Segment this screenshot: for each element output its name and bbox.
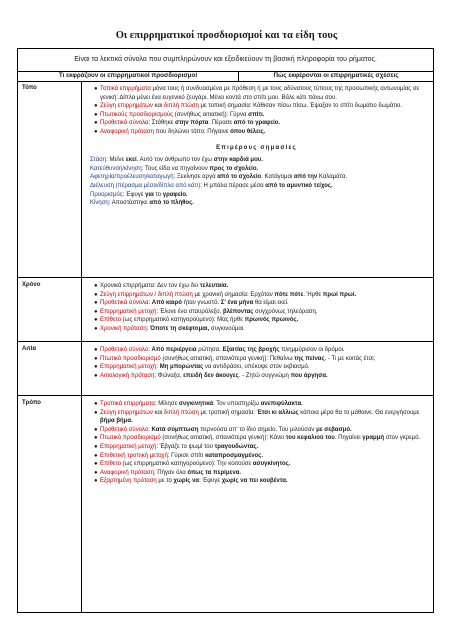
item-example: από την	[293, 174, 318, 181]
list-item	[84, 308, 429, 317]
item-content	[100, 372, 429, 381]
item-text: με το	[156, 478, 174, 485]
item-text: ρώτησα.	[196, 347, 223, 353]
bullet-icon: ●	[94, 308, 98, 315]
item-content	[100, 102, 429, 111]
item-text: : Μίλησε	[154, 401, 179, 407]
item-example: σπίτι.	[248, 111, 265, 118]
item-text: . - Ζητώ συγγνώμη	[238, 372, 291, 379]
item-example: όπου θέλεις.	[230, 128, 266, 135]
item-keyword: Διέλευση (πέρασμα μέσα/δίπλα από κάτι)	[90, 182, 201, 189]
item-keyword: Χρονική πρόταση	[100, 325, 147, 332]
item-content	[100, 299, 429, 308]
item-text: : Έλυνε ένα σταυρόλεξο,	[156, 308, 223, 315]
item-keyword: Επίθετο	[100, 461, 122, 468]
item-text: : Αποστάστηκε	[108, 200, 150, 207]
item-content	[100, 469, 429, 478]
list-item	[84, 119, 429, 128]
item-example: Εξαιτίας της βροχής	[222, 347, 280, 353]
item-text: . - Τι με κοιτάς έτσι;	[324, 355, 376, 362]
item-keyword: Προθετικό σύνολο	[100, 347, 149, 353]
item-example: Έτσι κι αλλιώς	[256, 409, 299, 416]
item-text: . Αυτό τον άνθρωπο τον έχω	[136, 157, 214, 164]
intro-text: Είναι τα λεκτικά σύνολα που συμπληρώνουν και εξειδικεύουν τη βασική πληροφορία του ρήματος.	[18, 49, 433, 72]
item-text: : Φώναξα,	[154, 372, 184, 379]
item-example: Όποτε τη σκέφτομαι,	[150, 325, 210, 332]
item-text: με τροπική σημασία:	[198, 409, 257, 416]
item-keyword: Επιρρηματική μετοχή	[100, 364, 157, 371]
header-right: Πώς εκφέρονται οι επιρρηματικές σχέσεις	[239, 71, 433, 82]
item-text: : Η μπάλα πέρασε μέσα	[200, 182, 266, 189]
bullet-icon: ●	[94, 128, 98, 135]
page-title: Οι επιρρηματικοί προσδιορισμοί και τα είδη τους	[115, 30, 338, 41]
detail-item	[90, 165, 429, 174]
list-item	[84, 434, 429, 443]
bullet-icon: ●	[94, 86, 98, 92]
list-item	[84, 372, 429, 381]
item-example: τελευταία.	[199, 283, 229, 289]
bullet-icon: ●	[94, 452, 98, 459]
item-keyword: Στάση	[90, 157, 107, 164]
item-keyword: Πτωτικό προσδιορισμό	[100, 435, 161, 442]
item-text: να αντιδράσει, υπέκυψε στον εκβιασμό.	[203, 364, 310, 371]
list-item	[84, 291, 429, 300]
item-content	[100, 308, 429, 317]
item-content	[100, 426, 429, 435]
item-keyword: Αναφορική πρόταση	[100, 128, 154, 135]
list-item	[84, 355, 429, 364]
item-keyword: διπλή πτώση	[163, 103, 199, 110]
item-text: συγκινούμαι.	[209, 325, 245, 332]
item-keyword: Τροπικά επιρρήματα	[100, 401, 155, 407]
item-example: που άργησα.	[290, 372, 328, 379]
item-text: . Πηγαίνει	[334, 435, 363, 442]
item-text: θα είμαι εκεί.	[253, 300, 289, 307]
item-text: . Κατάγομαι	[261, 174, 294, 181]
list-item	[84, 443, 429, 452]
row-label-aitia: Αιτία	[22, 346, 37, 352]
item-example: Από περιέργεια	[151, 347, 197, 353]
item-text: ήταν γνωστό.	[181, 300, 221, 307]
item-keyword: Επιρρηματική μετοχή	[100, 308, 157, 315]
bullet-icon: ●	[94, 283, 98, 289]
detail-item	[90, 191, 429, 200]
bullet-icon: ●	[94, 111, 98, 118]
row-aitia	[84, 346, 429, 380]
item-example: από το σχολείο	[217, 174, 262, 181]
content-table	[17, 48, 434, 613]
item-example: βλέποντας	[222, 308, 254, 315]
item-example: στην πόρτα	[174, 120, 209, 127]
item-text: περνούσα απ' το ίδιο σημείο. Του μιλούσαν	[198, 426, 317, 433]
item-example: από το αμυντικό τείχος.	[265, 182, 333, 189]
list-item	[84, 299, 429, 308]
item-text: : Έφυγε	[199, 478, 222, 485]
bullet-icon: ●	[94, 300, 98, 307]
list-item	[84, 409, 429, 426]
item-keyword: Προορισμός	[90, 191, 123, 198]
detail-item	[90, 156, 429, 165]
item-content	[100, 460, 429, 469]
item-keyword: Προθετικά σύνολα	[100, 120, 149, 127]
item-example: εκεί	[125, 157, 137, 164]
bullet-icon: ●	[94, 325, 98, 332]
item-content	[100, 400, 429, 409]
item-example: προς το σχολείο.	[209, 165, 259, 172]
item-example: για	[145, 191, 154, 198]
item-text: στον γκρεμό.	[384, 435, 421, 442]
bullet-icon: ●	[94, 347, 98, 353]
item-text: πλημμύρισαν οι δρόμοι.	[279, 347, 345, 353]
bullet-icon: ●	[94, 409, 98, 416]
item-text: : Μείνε	[106, 157, 126, 164]
item-content	[100, 477, 429, 486]
item-text: : Τους είδα να πηγαίνουν	[141, 165, 210, 172]
item-text: το	[153, 191, 163, 198]
detail-item	[90, 199, 429, 208]
list-item	[84, 452, 429, 461]
item-example: Κατά σύμπτωση	[151, 426, 199, 433]
item-text: και	[152, 103, 164, 110]
item-keyword: Κατεύθυνση/κίνηση	[90, 165, 142, 172]
detail-item	[90, 182, 429, 191]
item-example: ανεπιφύλακτα.	[260, 401, 303, 407]
item-example: πότε πότε	[274, 291, 304, 298]
list-item	[84, 400, 429, 409]
item-text: Καλαμάτα.	[317, 174, 348, 181]
item-example: με σεβασμό.	[316, 426, 352, 433]
item-text: . Ήρθε	[303, 291, 323, 298]
bullet-icon: ●	[94, 426, 98, 433]
item-keyword: Τοπικά επιρρήματα	[100, 86, 151, 92]
item-content	[100, 291, 429, 300]
item-keyword: Ζεύγη επιρρημάτων / διπλή πτώση	[100, 291, 193, 298]
item-keyword: Ζεύγη επιρρημάτων	[100, 409, 153, 416]
item-example: καταπροσμαγμένος.	[205, 452, 264, 459]
item-example: τραγουδώντας.	[214, 443, 259, 450]
bullet-icon: ●	[94, 120, 98, 127]
list-item	[84, 316, 429, 325]
column-divider	[81, 82, 82, 613]
list-item	[84, 346, 429, 355]
item-keyword: Προθετικά σύνολα	[100, 300, 149, 307]
item-example: ασυγκίνητος.	[252, 461, 291, 468]
header-left: Τι εκφράζουν οι επιρρηματικοί προσδιορισμοί	[18, 71, 239, 82]
item-keyword: Κίνηση	[90, 200, 109, 207]
bullet-icon: ●	[94, 443, 98, 450]
item-text: (ως επιρρηματικό κατηγορούμενο): Την κοιτούσε	[121, 461, 253, 468]
bullet-icon: ●	[94, 469, 98, 476]
item-text: :	[148, 347, 152, 353]
bullet-icon: ●	[94, 103, 98, 110]
item-text: : Γύρισε σπίτι	[167, 452, 206, 459]
item-keyword: Εξαρτημένη πρόταση	[100, 478, 157, 485]
item-text: . Τον υποστηρίζω	[213, 401, 261, 407]
item-keyword: Αναφορική πρόταση	[100, 469, 154, 476]
item-example: πρωινός πρωινός.	[244, 317, 299, 324]
item-content	[100, 434, 429, 443]
list-item	[84, 325, 429, 334]
item-text: : Πήγαν όλα	[153, 469, 188, 476]
item-example: από το πλήθος.	[149, 200, 194, 207]
item-text: : Έβγαζε το ψωμί του	[156, 443, 215, 450]
item-text: :	[146, 325, 151, 332]
item-example: βήμα βήμα.	[100, 418, 133, 425]
details-heading: Επιμέρους σημασίες	[216, 144, 297, 151]
item-content	[100, 363, 429, 372]
item-content	[100, 355, 429, 364]
item-text: που δηλώνει τόπο: Πήγαινε	[153, 128, 231, 135]
bullet-icon: ●	[94, 401, 98, 407]
item-text: (συνήθως αιτιατική, σπανιότερα γενική): Πεθαίνω	[160, 355, 295, 362]
list-item	[84, 102, 429, 111]
row-divider	[18, 341, 433, 342]
item-text: (ως επιρρηματικό κατηγορούμενο): Μας ήρθε	[121, 317, 245, 324]
item-example: χωρίς να	[173, 478, 200, 485]
item-example: συγκινητικά	[178, 401, 214, 407]
item-keyword: Επιρρηματική μετοχή	[100, 443, 157, 450]
item-keyword: Ζεύγη επιρρημάτων	[100, 103, 153, 110]
item-content	[100, 325, 429, 334]
list-item	[84, 111, 429, 120]
item-keyword: Αιτιολογική πρόταση	[100, 372, 155, 379]
item-example: χωρίς να πει κουβέντα.	[221, 478, 288, 485]
item-example: του κεφαλιού του	[285, 435, 335, 442]
item-example: Μη μπορώντας	[159, 364, 204, 371]
bullet-icon: ●	[94, 435, 98, 442]
list-item	[84, 460, 429, 469]
item-text: κάποια μέρα θα το μάθαινε. Θα ενεργήσουμε	[298, 409, 420, 416]
bullet-icon: ●	[94, 317, 98, 324]
row-topos	[84, 85, 429, 208]
bullet-icon: ●	[94, 372, 98, 379]
item-content	[100, 452, 429, 461]
item-text: :	[156, 364, 160, 371]
item-text: και	[152, 409, 164, 416]
item-example: πρωί πρωί.	[322, 291, 357, 298]
item-example: Από καιρό	[151, 300, 182, 307]
item-content	[100, 282, 429, 291]
row-divider	[18, 395, 433, 396]
list-item	[84, 426, 429, 435]
bullet-icon: ●	[94, 461, 98, 468]
item-content	[100, 316, 429, 325]
bullet-icon: ●	[94, 291, 98, 298]
item-text: : Ξεκίνησε αργά	[173, 174, 218, 181]
item-text: με χρονική σημασία: Ερχόταν	[192, 291, 275, 298]
item-example: επειδή δεν άκουγες	[183, 372, 239, 379]
row-label-topos: Τόπο	[22, 85, 37, 91]
item-text: (συνήθως αιτιατική, σπανιότερα γενική): Κάνει	[160, 435, 286, 442]
row-label-tropos: Τρόπο	[22, 400, 41, 406]
item-text: . Πέρασε	[208, 120, 234, 127]
bullet-icon: ●	[94, 355, 98, 362]
item-content	[100, 111, 429, 120]
detail-item	[90, 173, 429, 182]
row-divider	[18, 277, 433, 278]
item-text: μόνα τους ή συνδυασμένα με πρόθεση ή με τους αδύνατους τύπους της προσωπικής αντωνυμίας σε γενική: Δίπλα μένει ένα ευγενικό ζευγάρι. Μένει κοντά στο σπίτι μου. Βάλε κάτι πάνω σου.	[100, 86, 420, 101]
item-text: : Στάθηκε	[148, 120, 175, 127]
list-item	[84, 363, 429, 372]
item-example: στην καρδιά μου.	[213, 157, 263, 164]
bullet-icon: ●	[94, 364, 98, 371]
row-label-xronos: Χρόνο	[22, 282, 41, 288]
list-item	[84, 128, 429, 137]
item-keyword: Πτωτικό προσδιορισμό	[100, 355, 161, 362]
item-text: Χρονικά επιρρήματα: Δεν τον έχω δει	[100, 283, 200, 289]
item-text: συγχρόνως τηλεόραση.	[253, 308, 318, 315]
item-content	[100, 128, 429, 137]
item-example: γραμμή	[362, 435, 385, 442]
item-keyword: Προθετικό σύνολο	[100, 426, 149, 433]
item-example: όπως τα περίμενα.	[187, 469, 242, 476]
item-content	[100, 409, 429, 426]
item-text: : Έφυγε	[122, 191, 146, 198]
list-item	[84, 477, 429, 486]
item-text: :	[148, 426, 152, 433]
item-keyword: Επίθετο	[100, 317, 122, 324]
item-keyword: Πτωτικούς προσδιορισμούς	[100, 111, 174, 118]
item-keyword: Αφετηρία/προέλευση/καταγωγή	[90, 174, 174, 181]
item-keyword: Επιθετική τροπική μετοχή	[100, 452, 168, 459]
bullet-icon: ●	[94, 478, 98, 485]
item-text: (συνήθως αιτιατική): Γύρνα	[173, 111, 249, 118]
item-text: :	[148, 300, 152, 307]
row-tropos	[84, 400, 429, 486]
item-example: της πείνας	[294, 355, 325, 362]
item-content	[100, 346, 429, 355]
item-example: Σ' ένα μήνα	[220, 300, 254, 307]
list-item	[84, 282, 429, 291]
item-text: με τοπική σημασία: Κάθισαν πίσω πίσω. Έψαξαν το σπίτι δωμάτιο δωμάτιο.	[198, 103, 403, 110]
list-item	[84, 469, 429, 478]
item-content	[100, 443, 429, 452]
item-content	[100, 119, 429, 128]
item-example: γραφείο.	[162, 191, 188, 198]
item-example: από το γραφείο.	[233, 120, 281, 127]
row-xronos	[84, 282, 429, 334]
item-keyword: διπλή πτώση	[163, 409, 199, 416]
item-content	[100, 85, 429, 102]
list-item	[84, 85, 429, 102]
